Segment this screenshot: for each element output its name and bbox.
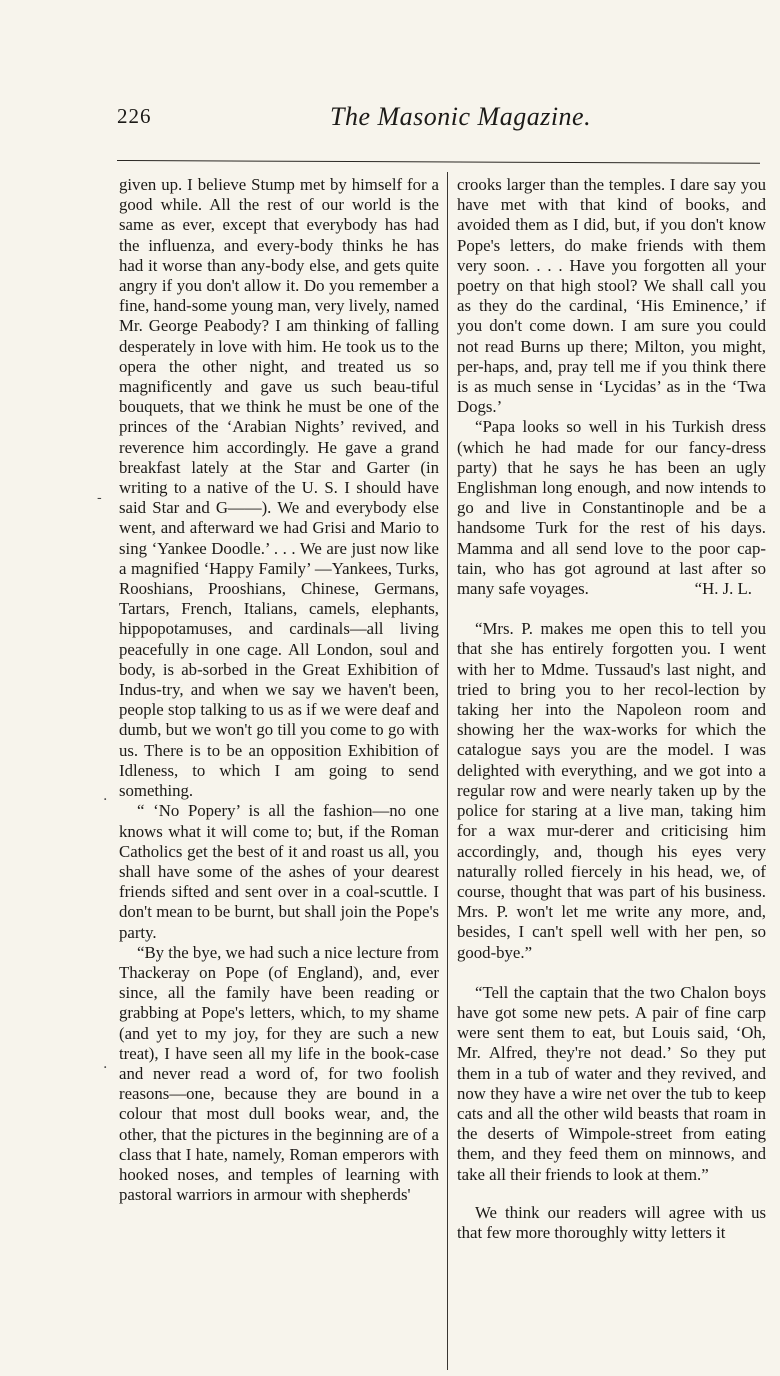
right-paragraph-2: [457, 417, 766, 599]
margin-dot-mark: ·: [103, 1060, 108, 1076]
left-column: [119, 175, 439, 1205]
right-paragraph-1: crooks larger than the temples. I dare say you have met with that kind of books, and avoided them as I did, but, if you don't know Pope's letters, do make friends with them very soon. . . . Have you forgotten all your poetry on that high stool? We shall call you as they do the cardinal, ‘His Eminence,’ if you don't come down. I am sure you could not read Burns up there; Milton, you might, per-haps, and, pray tell me if you think there is as much sense in ‘Lycidas’ as in the ‘Twa Dogs.’: [457, 175, 766, 417]
left-paragraph-1: given up. I believe Stump met by himself for a good while. All the rest of our world is the same as ever, except that everybody has had the influenza, and every-body thinks he has had it worse than any-body else, and gets quite angry if you don't allow it. Do you remember a fine, hand-some young man, very lively, named Mr. George Peabody? I am thinking of falling desperately in love with him. He took us to the opera the other night, and treated us so magnificently and gave us such beau-tiful bouquets, that we think he must be one of the princes of the ‘Arabian Nights’ revived, and reverence him accordingly. He gave a grand breakfast lately at the Star and Garter (in writing to a native of the U. S. I should have said Star and G——). We and everybody else went, and afterward we had Grisi and Mario to sing ‘Yankee Doodle.’ . . . We are just now like a magnified ‘Happy Family’ —Yankees, Turks, Rooshians, Prooshians, Chinese, Germans, Tartars, French, Italians, camels, elephants, hippopotamuses, and cardinals—all living peacefully in one cage. All London, soul and body, is ab-sorbed in the Great Exhibition of Indus-try, and when we say we haven't been, people stop talking to us as if we were deaf and dumb, but we won't go till you come to go with us. There is to be an opposition Exhibition of Idleness, to which I am going to send something.: [119, 175, 439, 801]
left-paragraph-2: “ ‘No Popery’ is all the fashion—no one knows what it will come to; but, if the Roman Catholics get the best of it and roast us all, you shall have some of the ashes of your dearest friends sifted and sent over in a coal-scuttle. I don't mean to be burnt, but shall join the Pope's party.: [119, 801, 439, 942]
margin-dash-mark: -: [97, 490, 102, 506]
right-paragraph-2-text: “Papa looks so well in his Turkish dress (which he had made for our fancy-dress party) that he says he has been an ugly Englishman long enough, and now intends to go and live in Constantinople and be a handsome Turk for the rest of his days. Mamma and all send love to the poor cap-tain, who has got aground at last after so many safe voyages.: [457, 417, 766, 599]
right-paragraph-3: “Mrs. P. makes me open this to tell you that she has entirely forgotten you. I went with her to Mdme. Tussaud's last night, and tried to bring you to her recol-lection by taking her into the Napoleon room and showing her the wax-works for which the catalogue says you are the model. I was delighted with everything, and we got into a regular row and were nearly taken up by the police for staring at a live man, taking him for a wax mur-derer and criticising him accordingly, and, though his eyes very naturally rolled fiercely in his head, we, of course, thought that was part of his business. Mrs. P. won't let me write any more, and, besides, I can't spell well with her pen, so good-bye.”: [457, 619, 766, 962]
right-paragraph-4: “Tell the captain that the two Chalon boys have got some new pets. A pair of fine carp were sent them to eat, but Louis said, ‘Oh, Mr. Alfred, they're not dead.’ So they put them in a tub of water and they revived, and now they have a wire net over the tub to keep cats and all the other wild beasts that roam in the deserts of Wimpole-street from eating them, and they feed them on minnows, and take all their friends to look at them.”: [457, 982, 766, 1184]
left-paragraph-3: “By the bye, we had such a nice lecture from Thackeray on Pope (of England), and, ever since, all the family have been reading or grabbing at Pope's letters, which, to my shame (and yet to my joy, for they are such a new treat), I have seen all my life in the book-case and never read a word of, for two foolish reasons—one, because they are bound in a colour that most dull books wear, and, the other, that the pictures in the beginning are of a class that I hate, namely, Roman emperors with hooked noses, and temples of learning with pastoral warriors in armour with shepherds': [119, 942, 439, 1205]
page-number: 226: [117, 104, 152, 128]
letter-signature: “H. J. L.: [694, 579, 752, 599]
margin-dot-mark: ·: [103, 792, 108, 808]
right-paragraph-5: We think our readers will agree with us that few more thoroughly witty letters it: [457, 1202, 766, 1242]
running-head-title: The Masonic Magazine.: [330, 102, 592, 131]
column-divider: [447, 172, 448, 1370]
right-column: [457, 175, 766, 1243]
page-header: [0, 100, 780, 140]
header-rule: [117, 160, 760, 164]
